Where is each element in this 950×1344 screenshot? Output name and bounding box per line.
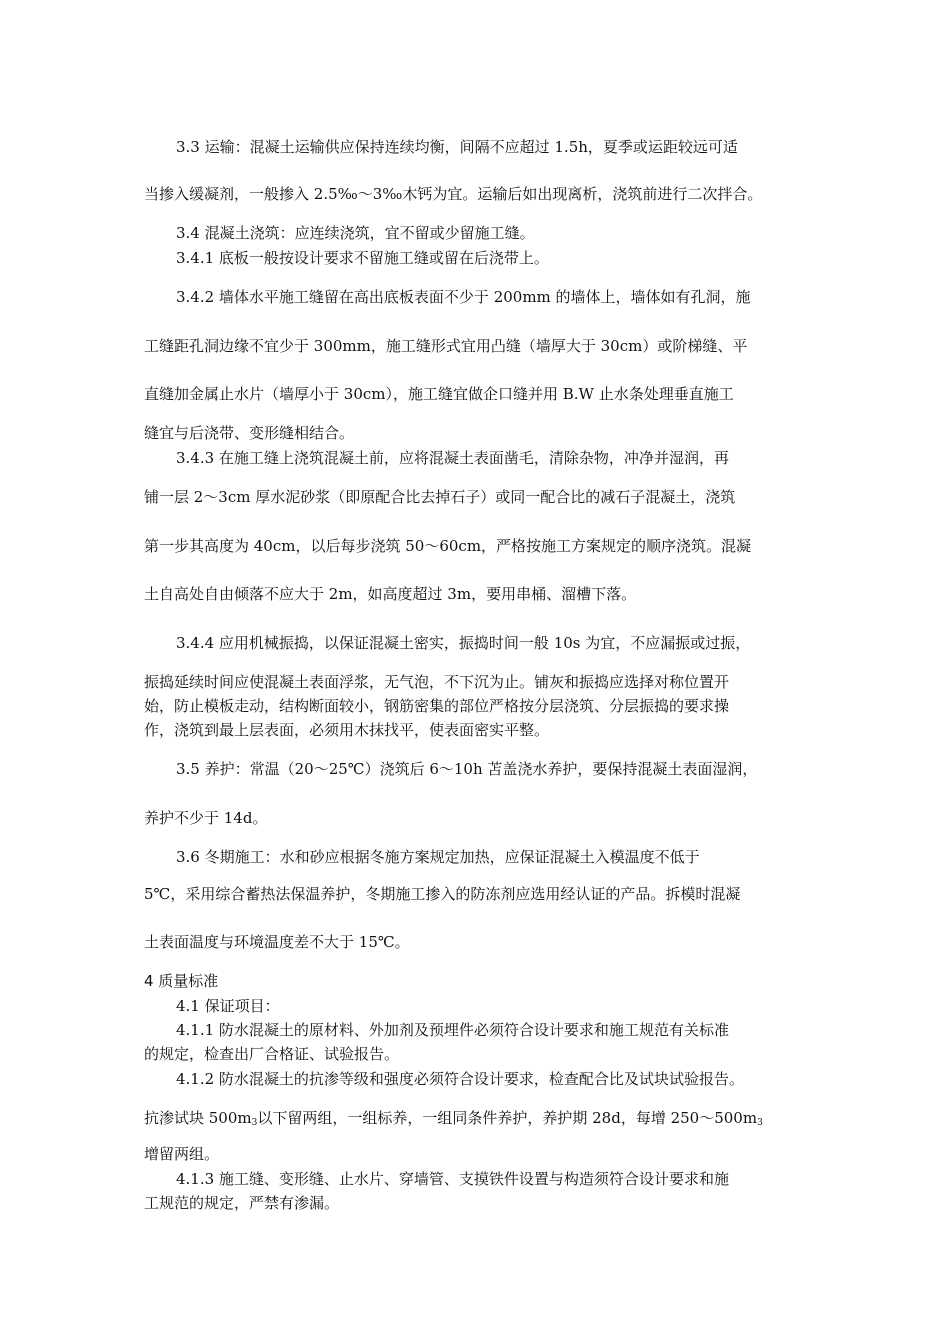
para-3-5-line-1: 3.5 养护：常温（20～25℃）浇筑后 6～10h 苫盖浇水养护，要保持混凝土表面湿润， [176,760,758,778]
para-3-4-3-line-2: 铺一层 2～3cm 厚水泥砂浆（即原配合比去掉石子）或同一配合比的减石子混凝土，浇筑 [144,488,736,506]
para-3-4-2-line-4: 缝宜与后浇带、变形缝相结合。 [144,424,355,442]
para-3-4-4-line-3: 始，防止模板走动，结构断面较小，钢筋密集的部位严格按分层浇筑、分层振捣的要求操 [144,697,730,715]
para-3-3-line-1: 3.3 运输：混凝土运输供应保持连续均衡，间隔不应超过 1.5h，夏季或运距较远可适 [176,138,738,156]
para-3-4-2-line-2: 工缝距孔洞边缘不宜少于 300mm，施工缝形式宜用凸缝（墙厚大于 30cm）或阶梯缝、平 [144,337,748,355]
cubic-subscript-1: 3 [251,1118,258,1128]
para-4-1-2-line-2 [144,1108,812,1133]
para-3-4-2-line-3: 直缝加金属止水片（墙厚小于 30cm），施工缝宜做企口缝并用 B.W 止水条处理垂直施工 [144,385,734,403]
para-3-4-3-line-3: 第一步其高度为 40cm，以后每步浇筑 50～60cm，严格按施工方案规定的顺序浇筑。混凝 [144,537,752,555]
para-4-1-3-line-1: 4.1.3 施工缝、变形缝、止水片、穿墙管、支摸铁件设置与构造须符合设计要求和施 [176,1170,729,1188]
para-4-1-2-line-2-part-a: 抗渗试块 500m [144,1109,252,1127]
para-4-1-line-1: 4.1 保证项目： [176,997,280,1015]
para-4-1-2-line-3: 增留两组。 [144,1145,220,1163]
para-3-6-line-2: 5℃，采用综合蓄热法保温养护，冬期施工掺入的防冻剂应选用经认证的产品。拆模时混凝 [144,885,741,903]
para-3-4-line-1: 3.4 混凝土浇筑：应连续浇筑，宜不留或少留施工缝。 [176,224,535,242]
para-4-1-2-line-2-part-b: 以下留两组，一组标养，一组同条件养护，养护期 28d，每增 250～500m [257,1109,758,1127]
para-3-3-line-2: 当掺入缓凝剂，一般掺入 2.5‰～3‰木钙为宜。运输后如出现离析，浇筑前进行二次拌合。 [144,185,763,203]
para-3-4-3-line-1: 3.4.3 在施工缝上浇筑混凝土前，应将混凝土表面凿毛，清除杂物，冲净并湿润，再 [176,449,729,467]
para-3-4-4-line-4: 作，浇筑到最上层表面，必须用木抹找平，使表面密实平整。 [144,721,550,739]
para-3-4-4-line-1: 3.4.4 应用机械振捣，以保证混凝土密实，振捣时间一般 10s 为宜，不应漏振或过振， [176,634,751,652]
para-4-1-1-line-1: 4.1.1 防水混凝土的原材料、外加剂及预埋件必须符合设计要求和施工规范有关标准 [176,1021,729,1039]
para-4-1-2-line-1: 4.1.2 防水混凝土的抗渗等级和强度必须符合设计要求，检查配合比及试块试验报告。 [176,1070,744,1088]
para-3-5-line-2: 养护不少于 14d。 [144,809,268,827]
para-3-4-4-line-2: 振捣延续时间应使混凝土表面浮浆，无气泡，不下沉为止。铺灰和振捣应选择对称位置开 [144,673,730,691]
para-3-6-line-3: 土表面温度与环境温度差不大于 15℃。 [144,933,410,951]
para-3-6-line-1: 3.6 冬期施工：水和砂应根据冬施方案规定加热，应保证混凝土入模温度不低于 [176,848,700,866]
para-4-1-3-line-2: 工规范的规定，严禁有渗漏。 [144,1194,340,1212]
para-3-4-2-line-1: 3.4.2 墙体水平施工缝留在高出底板表面不少于 200mm 的墙体上，墙体如有孔洞，施 [176,288,751,306]
para-4-1-1-line-2: 的规定，检查出厂合格证、试验报告。 [144,1045,400,1063]
para-3-4-3-line-4: 土自高处自由倾落不应大于 2m，如高度超过 3m，要用串桶、溜槽下落。 [144,585,637,603]
cubic-subscript-2: 3 [757,1118,763,1128]
para-3-4-1-line-1: 3.4.1 底板一般按设计要求不留施工缝或留在后浇带上。 [176,249,549,267]
section-4-heading: 4 质量标准 [144,972,219,990]
